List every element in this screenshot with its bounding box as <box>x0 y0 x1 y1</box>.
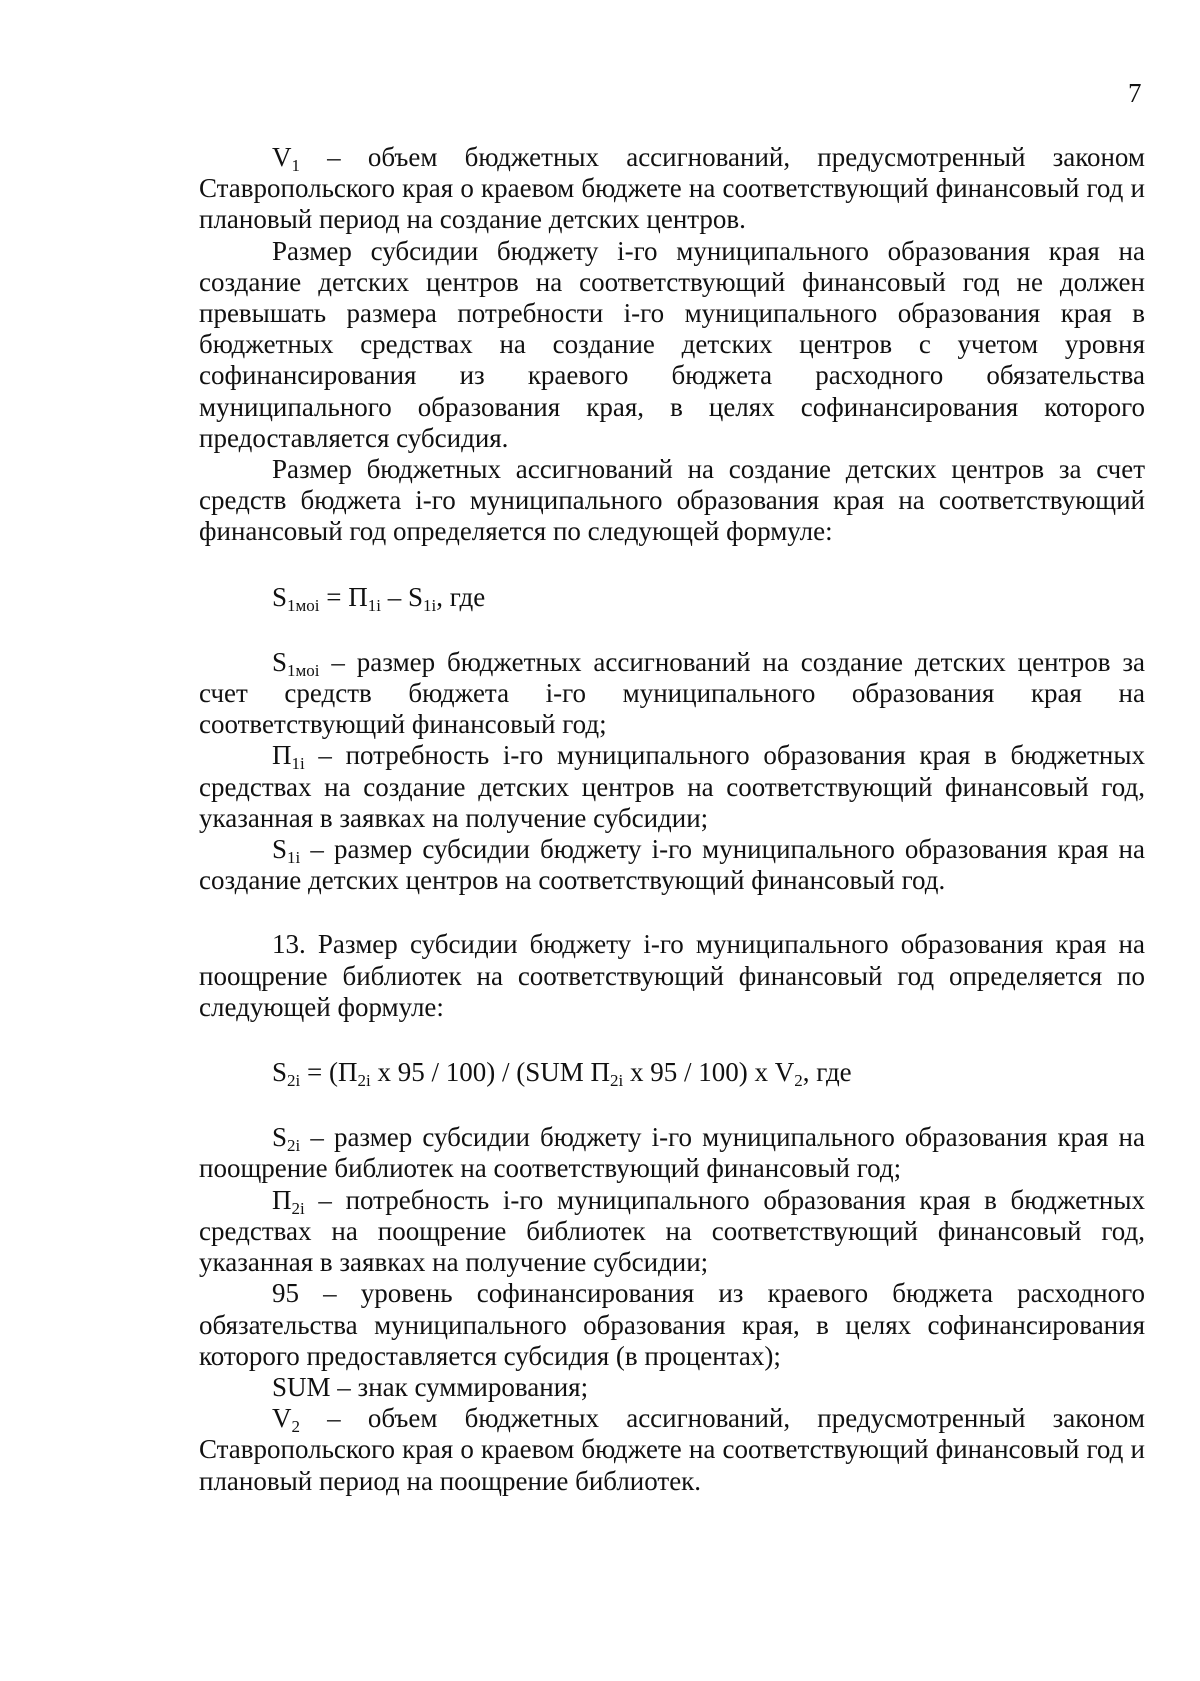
paragraph-13-library-subsidy: 13. Размер субсидии бюджету i-го муниципального образования края на поощрение библиотек на соответствующий финансовый год определяется по следующей формуле: <box>199 929 1145 1022</box>
definition-s1moi: $S_{1моi}$ – размер бюджетных ассигнований на создание детских центров за счет средств бюджета i-го муниципального образования края на соответствующий финансовый год; <box>199 646 1145 740</box>
page-number: 7 <box>1128 78 1142 108</box>
formula-s1moi: $S_{1моi} = П_{1i} - S_{1i}$, где <box>272 581 486 615</box>
definition-s1i: $S_{1i}$ – размер субсидии бюджету i-го муниципального образования края на создание детских центров на соответствующий финансовый год. <box>199 834 1145 896</box>
document-body <box>199 142 1145 1497</box>
paragraph-budget-allocation: Размер бюджетных ассигнований на создание детских центров за счет средств бюджета i-го муниципального образования края на соответствующий финансовый год определяется по следующей формуле: <box>199 454 1145 547</box>
definition-v2: $V_2$ – объем бюджетных ассигнований, предусмотренный законом Ставропольского края о краевом бюджете на соответствующий финансовый год и плановый период на поощрение библиотек. <box>199 1403 1145 1496</box>
definition-sum: SUM – знак суммирования; <box>272 1371 589 1402</box>
formula-s2i: $S_{2i} = (П_{2i}$ х 95 / 100) / (SUM $П_{2i}$ х 95 / 100) х $V_2$, где <box>272 1057 852 1091</box>
definition-p2i: $П_{2i}$ – потребность i-го муниципального образования края в бюджетных средствах на поощрение библиотек на соответствующий финансовый год, указанная в заявках на получение субсидии; <box>199 1184 1145 1278</box>
definition-95-cofinancing: 95 – уровень софинансирования из краевого бюджета расходного обязательства муниципального образования края, в целях софинансирования которого предоставляется субсидия (в процентах); <box>199 1278 1145 1371</box>
definition-s2i: $S_{2i}$ – размер субсидии бюджету i-го муниципального образования края на поощрение библиотек на соответствующий финансовый год; <box>199 1122 1145 1184</box>
paragraph-v1-definition: $V_1$ – объем бюджетных ассигнований, предусмотренный законом Ставропольского края о краевом бюджете на соответствующий финансовый год и плановый период на создание детских центров. <box>199 142 1145 235</box>
paragraph-subsidy-limit: Размер субсидии бюджету i-го муниципального образования края на создание детских центров на соответствующий финансовый год не должен превышать размера потребности i-го муниципального образования края в бюджетных средствах на создание детских центров с учетом уровня софинансирования из краевого бюджета расходного обязательства муниципального образования края, в целях софинансирования которого предоставляется субсидия. <box>199 235 1145 453</box>
definition-p1i: $П_{1i}$ – потребность i-го муниципального образования края в бюджетных средствах на создание детских центров на соответствующий финансовый год, указанная в заявках на получение субсидии; <box>199 740 1145 833</box>
